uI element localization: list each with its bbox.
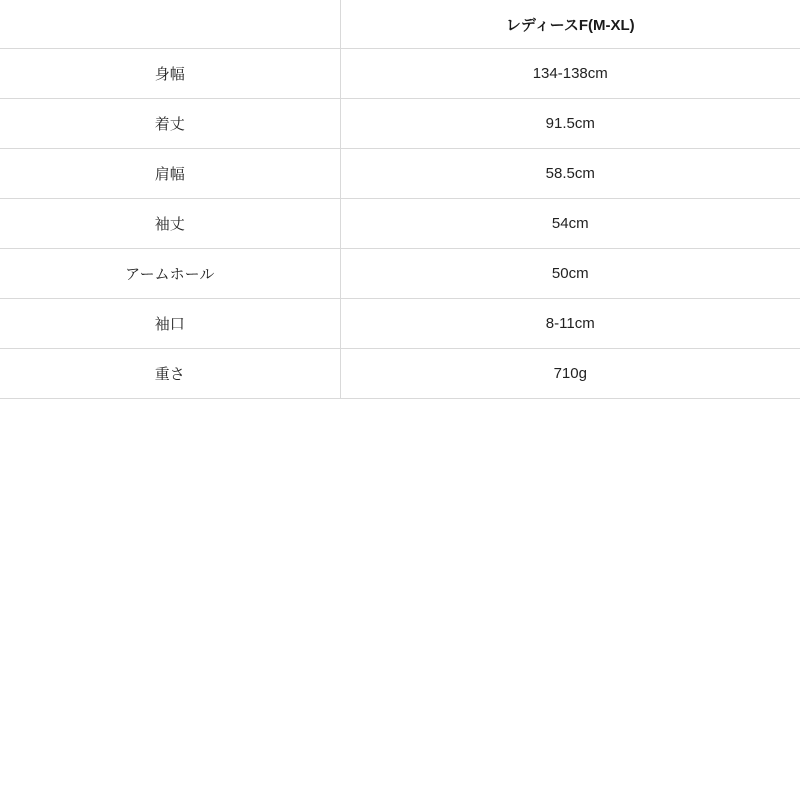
row-label: 袖口 bbox=[0, 299, 340, 349]
row-label: 袖丈 bbox=[0, 199, 340, 249]
table-header-value-cell: レディースF(M-XL) bbox=[340, 0, 800, 49]
row-label: 重さ bbox=[0, 349, 340, 399]
table-header-label-cell bbox=[0, 0, 340, 49]
table-body bbox=[0, 49, 800, 399]
table-row bbox=[0, 149, 800, 199]
row-label: 着丈 bbox=[0, 99, 340, 149]
table-row bbox=[0, 299, 800, 349]
size-table bbox=[0, 0, 800, 399]
row-value: 134-138cm bbox=[340, 49, 800, 99]
table-row bbox=[0, 99, 800, 149]
row-value: 50cm bbox=[340, 249, 800, 299]
row-value: 8-11cm bbox=[340, 299, 800, 349]
row-label: アームホール bbox=[0, 249, 340, 299]
row-value: 710g bbox=[340, 349, 800, 399]
table-row bbox=[0, 249, 800, 299]
row-label: 身幅 bbox=[0, 49, 340, 99]
table-row bbox=[0, 199, 800, 249]
table-row bbox=[0, 349, 800, 399]
table-header-row bbox=[0, 0, 800, 49]
table-row bbox=[0, 49, 800, 99]
row-value: 58.5cm bbox=[340, 149, 800, 199]
row-value: 54cm bbox=[340, 199, 800, 249]
row-label: 肩幅 bbox=[0, 149, 340, 199]
blank-area bbox=[0, 399, 800, 807]
row-value: 91.5cm bbox=[340, 99, 800, 149]
table-header bbox=[0, 0, 800, 49]
